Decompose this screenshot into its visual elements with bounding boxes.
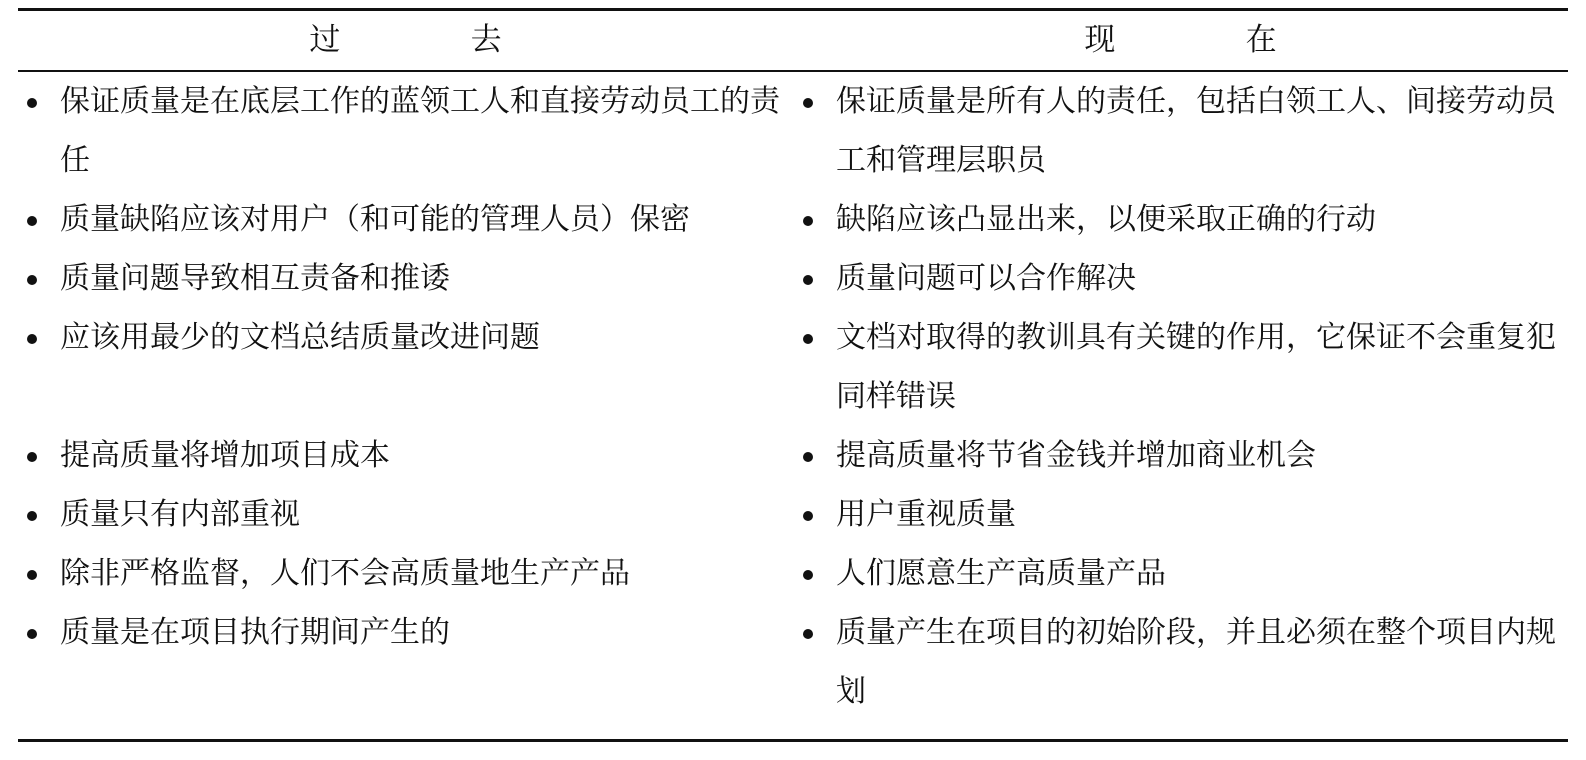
table-row xyxy=(18,603,1568,721)
bullet-icon xyxy=(27,570,37,580)
present-item xyxy=(794,190,1568,249)
past-item-text: 保证质量是在底层工作的蓝领工人和直接劳动员工的责任 xyxy=(60,84,780,178)
past-item xyxy=(18,426,794,485)
table-row xyxy=(18,190,1568,249)
present-item-text: 质量问题可以合作解决 xyxy=(836,261,1136,296)
bullet-icon xyxy=(803,511,813,521)
present-item-text: 用户重视质量 xyxy=(836,497,1016,532)
table-row xyxy=(18,544,1568,603)
present-item xyxy=(794,603,1568,721)
bullet-icon xyxy=(803,629,813,639)
bullet-icon xyxy=(27,216,37,226)
bullet-icon xyxy=(27,334,37,344)
bullet-icon xyxy=(27,511,37,521)
past-item xyxy=(18,485,794,544)
bullet-icon xyxy=(27,629,37,639)
bullet-icon xyxy=(803,334,813,344)
present-item xyxy=(794,72,1568,190)
table-row xyxy=(18,308,1568,426)
bullet-icon xyxy=(803,275,813,285)
bullet-icon xyxy=(803,216,813,226)
past-item-text: 提高质量将增加项目成本 xyxy=(60,438,390,473)
table-bottom-rule xyxy=(18,739,1568,742)
present-item xyxy=(794,308,1568,426)
bullet-icon xyxy=(803,570,813,580)
header-past: 过 去 xyxy=(309,22,552,58)
past-item xyxy=(18,190,794,249)
present-item-text: 保证质量是所有人的责任，包括白领工人、间接劳动员工和管理层职员 xyxy=(836,84,1556,178)
past-item xyxy=(18,308,794,367)
header-present: 现 在 xyxy=(1084,22,1327,58)
past-item xyxy=(18,603,794,662)
present-item xyxy=(794,544,1568,603)
table-body xyxy=(18,72,1568,721)
present-item xyxy=(794,426,1568,485)
bullet-icon xyxy=(27,452,37,462)
past-item-text: 质量只有内部重视 xyxy=(60,497,300,532)
past-item xyxy=(18,544,794,603)
past-item xyxy=(18,72,794,190)
past-item-text: 质量缺陷应该对用户（和可能的管理人员）保密 xyxy=(60,202,690,237)
bullet-icon xyxy=(27,98,37,108)
present-item-text: 文档对取得的教训具有关键的作用，它保证不会重复犯同样错误 xyxy=(836,320,1556,414)
past-item xyxy=(18,249,794,308)
present-item xyxy=(794,485,1568,544)
table-row xyxy=(18,249,1568,308)
past-item-text: 应该用最少的文档总结质量改进问题 xyxy=(60,320,540,355)
comparison-table xyxy=(18,8,1568,752)
present-item-text: 提高质量将节省金钱并增加商业机会 xyxy=(836,438,1316,473)
present-item-text: 质量产生在项目的初始阶段，并且必须在整个项目内规划 xyxy=(836,615,1556,709)
bullet-icon xyxy=(803,98,813,108)
present-item-text: 缺陷应该凸显出来，以便采取正确的行动 xyxy=(836,202,1376,237)
bullet-icon xyxy=(803,452,813,462)
table-row xyxy=(18,426,1568,485)
past-item-text: 质量是在项目执行期间产生的 xyxy=(60,615,450,650)
table-row xyxy=(18,485,1568,544)
present-item-text: 人们愿意生产高质量产品 xyxy=(836,556,1166,591)
past-item-text: 质量问题导致相互责备和推诿 xyxy=(60,261,450,296)
bullet-icon xyxy=(27,275,37,285)
table-header-row xyxy=(18,11,1568,70)
past-item-text: 除非严格监督，人们不会高质量地生产产品 xyxy=(60,556,630,591)
table-row xyxy=(18,72,1568,190)
present-item xyxy=(794,249,1568,308)
